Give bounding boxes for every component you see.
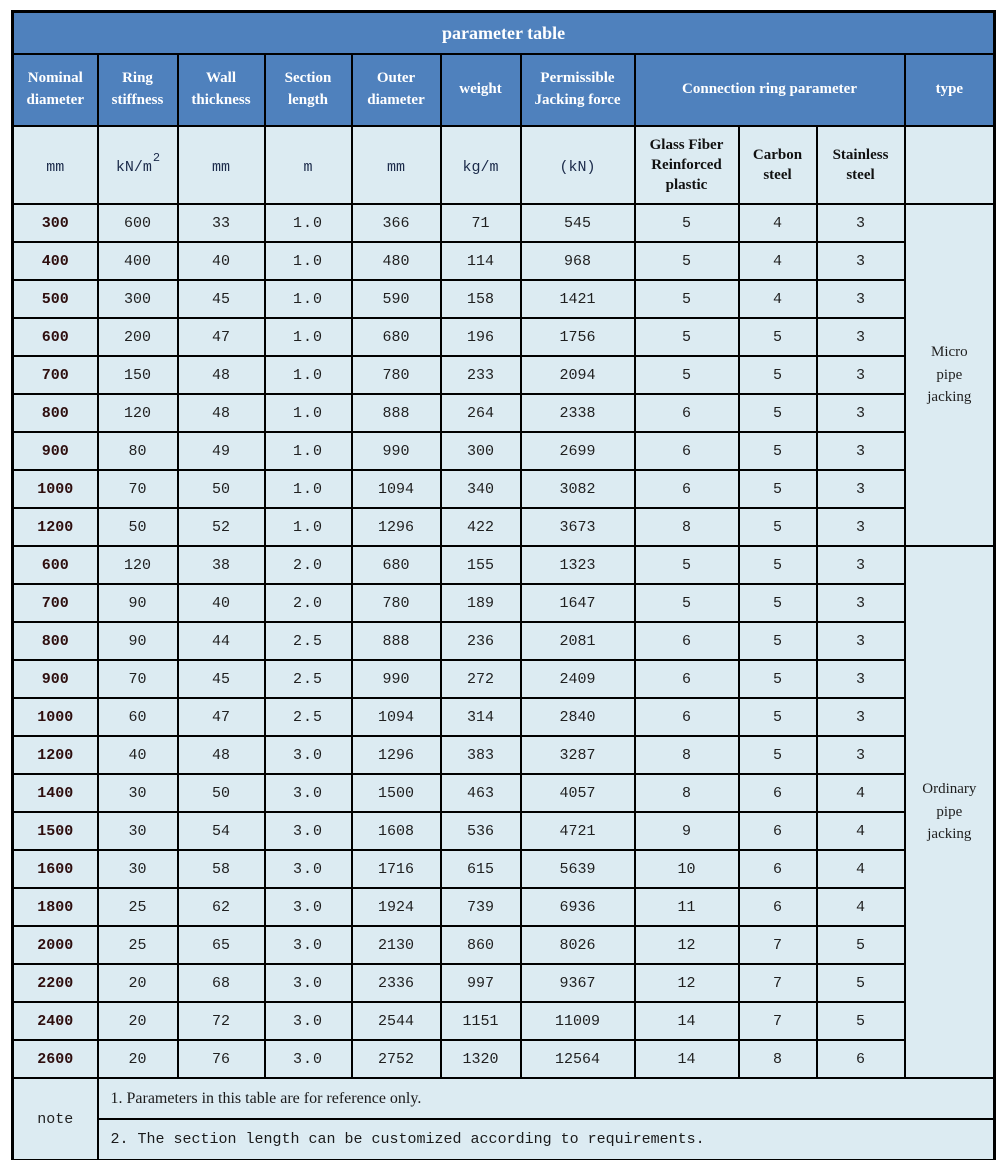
data-cell: 2.5 [265,660,352,698]
table-body [13,204,995,1078]
data-cell: 3 [817,470,905,508]
data-cell: 6 [739,774,817,812]
data-cell: 47 [178,318,265,356]
data-cell: 1094 [352,698,441,736]
unit-jacking-force: (kN) [521,126,635,204]
data-cell: 12 [635,964,739,1002]
table-row [13,964,995,1002]
data-cell: 68 [178,964,265,1002]
data-cell: 3 [817,394,905,432]
data-cell: 5 [635,280,739,318]
nominal-diameter-cell: 700 [13,584,98,622]
data-cell: 5 [817,964,905,1002]
data-cell: 40 [178,242,265,280]
data-cell: 45 [178,280,265,318]
note-row-1 [13,1078,995,1119]
data-cell: 4 [739,204,817,242]
nominal-diameter-cell: 900 [13,660,98,698]
nominal-diameter-cell: 300 [13,204,98,242]
note-row-2 [13,1119,995,1160]
data-cell: 48 [178,394,265,432]
col-header-weight: weight [441,54,521,126]
data-cell: 7 [739,964,817,1002]
table-row [13,888,995,926]
data-cell: 780 [352,356,441,394]
data-cell: 80 [98,432,178,470]
data-cell: 3 [817,660,905,698]
data-cell: 1.0 [265,280,352,318]
data-cell: 45 [178,660,265,698]
table-row [13,546,995,584]
data-cell: 860 [441,926,521,964]
data-cell: 6 [817,1040,905,1078]
nominal-diameter-cell: 1000 [13,698,98,736]
data-cell: 1151 [441,1002,521,1040]
data-cell: 9367 [521,964,635,1002]
data-cell: 3.0 [265,1040,352,1078]
type-cell [905,546,995,1078]
table-row [13,1040,995,1078]
data-cell: 1323 [521,546,635,584]
data-cell: 264 [441,394,521,432]
data-cell: 3 [817,318,905,356]
data-cell: 12 [635,926,739,964]
data-cell: 615 [441,850,521,888]
data-cell: 7 [739,926,817,964]
data-cell: 158 [441,280,521,318]
data-cell: 2338 [521,394,635,432]
data-cell: 2130 [352,926,441,964]
data-cell: 5 [739,660,817,698]
data-cell: 236 [441,622,521,660]
data-cell: 54 [178,812,265,850]
nominal-diameter-cell: 2400 [13,1002,98,1040]
nominal-diameter-cell: 1200 [13,508,98,546]
data-cell: 5 [635,584,739,622]
data-cell: 1608 [352,812,441,850]
col-header-ring-stiffness: Ring stiffness [98,54,178,126]
data-cell: 3 [817,204,905,242]
data-cell: 47 [178,698,265,736]
data-cell: 5 [739,736,817,774]
data-cell: 366 [352,204,441,242]
data-cell: 6 [739,888,817,926]
data-cell: 2409 [521,660,635,698]
data-cell: 40 [178,584,265,622]
data-cell: 9 [635,812,739,850]
data-cell: 90 [98,584,178,622]
data-cell: 5 [739,356,817,394]
data-cell: 2.5 [265,698,352,736]
table-row [13,508,995,546]
data-cell: 2.5 [265,622,352,660]
data-cell: 3.0 [265,736,352,774]
table-row [13,356,995,394]
data-cell: 2094 [521,356,635,394]
data-cell: 8 [739,1040,817,1078]
data-cell: 6 [635,394,739,432]
data-cell: 997 [441,964,521,1002]
unit-ring-stiffness: $kN/m^2$ [98,126,178,204]
data-cell: 2699 [521,432,635,470]
table-row [13,660,995,698]
data-cell: 44 [178,622,265,660]
data-cell: 150 [98,356,178,394]
data-cell: 48 [178,736,265,774]
data-cell: 2.0 [265,584,352,622]
data-cell: 49 [178,432,265,470]
data-cell: 30 [98,812,178,850]
data-cell: 990 [352,660,441,698]
data-cell: 1.0 [265,394,352,432]
subcol-carbon-steel: Carbon steel [739,126,817,204]
data-cell: 422 [441,508,521,546]
data-cell: 3 [817,242,905,280]
nominal-diameter-cell: 1400 [13,774,98,812]
nominal-diameter-cell: 1200 [13,736,98,774]
data-cell: 196 [441,318,521,356]
table-row [13,850,995,888]
data-cell: 4 [817,774,905,812]
data-cell: 1.0 [265,470,352,508]
col-header-connection-ring: Connection ring parameter [635,54,905,126]
data-cell: 30 [98,850,178,888]
title-row [13,12,995,55]
data-cell: 72 [178,1002,265,1040]
data-cell: 20 [98,964,178,1002]
unit-section-length: m [265,126,352,204]
note-item-2: 2. The section length can be customized according to requirements. [98,1119,995,1160]
data-cell: 40 [98,736,178,774]
data-cell: 5 [739,508,817,546]
data-cell: 6 [739,850,817,888]
data-cell: 3.0 [265,964,352,1002]
subcol-stainless-steel: Stainless steel [817,126,905,204]
data-cell: 5 [739,622,817,660]
data-cell: 5 [635,356,739,394]
data-cell: 5 [739,394,817,432]
data-cell: 76 [178,1040,265,1078]
data-cell: 600 [98,204,178,242]
data-cell: 1296 [352,508,441,546]
nominal-diameter-cell: 2200 [13,964,98,1002]
data-cell: 1500 [352,774,441,812]
data-cell: 11009 [521,1002,635,1040]
data-cell: 14 [635,1002,739,1040]
nominal-diameter-cell: 900 [13,432,98,470]
data-cell: 545 [521,204,635,242]
data-cell: 10 [635,850,739,888]
data-cell: 2840 [521,698,635,736]
col-header-type: type [905,54,995,126]
data-cell: 50 [98,508,178,546]
table-row [13,394,995,432]
data-cell: 6 [635,622,739,660]
data-cell: 1094 [352,470,441,508]
nominal-diameter-cell: 1600 [13,850,98,888]
table-row [13,318,995,356]
data-cell: 5 [817,1002,905,1040]
data-cell: 5 [739,432,817,470]
data-cell: 6936 [521,888,635,926]
col-header-wall-thickness: Wall thickness [178,54,265,126]
data-cell: 1296 [352,736,441,774]
data-cell: 25 [98,926,178,964]
table-row [13,584,995,622]
data-cell: 6 [635,470,739,508]
data-cell: 5 [739,470,817,508]
data-cell: 463 [441,774,521,812]
data-cell: 536 [441,812,521,850]
unit-wall-thickness: mm [178,126,265,204]
data-cell: 480 [352,242,441,280]
data-cell: 6 [635,698,739,736]
data-cell: 680 [352,546,441,584]
data-cell: 300 [441,432,521,470]
data-cell: 383 [441,736,521,774]
data-cell: 400 [98,242,178,280]
data-cell: 1.0 [265,508,352,546]
data-cell: 1756 [521,318,635,356]
nominal-diameter-cell: 1000 [13,470,98,508]
data-cell: 3 [817,622,905,660]
data-cell: 38 [178,546,265,584]
data-cell: 5 [817,926,905,964]
data-cell: 990 [352,432,441,470]
data-cell: 120 [98,394,178,432]
data-cell: 5 [739,546,817,584]
data-cell: 1.0 [265,204,352,242]
data-cell: 3 [817,584,905,622]
data-cell: 11 [635,888,739,926]
data-cell: 155 [441,546,521,584]
data-cell: 3 [817,280,905,318]
table-row [13,736,995,774]
data-cell: 2544 [352,1002,441,1040]
unit-outer-diameter: mm [352,126,441,204]
nominal-diameter-cell: 800 [13,394,98,432]
table-row [13,774,995,812]
data-cell: 2752 [352,1040,441,1078]
type-cell [905,204,995,546]
data-cell: 2081 [521,622,635,660]
data-cell: 6 [635,432,739,470]
data-cell: 25 [98,888,178,926]
col-header-jacking-force: Permissible Jacking force [521,54,635,126]
data-cell: 30 [98,774,178,812]
table-row [13,280,995,318]
data-cell: 71 [441,204,521,242]
data-cell: 3 [817,546,905,584]
data-cell: 3.0 [265,774,352,812]
data-cell: 968 [521,242,635,280]
data-cell: 20 [98,1002,178,1040]
subcol-glass-fiber: Glass Fiber Reinforced plastic [635,126,739,204]
data-cell: 590 [352,280,441,318]
data-cell: 5639 [521,850,635,888]
data-cell: 3082 [521,470,635,508]
col-header-section-length: Section length [265,54,352,126]
data-cell: 1924 [352,888,441,926]
data-cell: 62 [178,888,265,926]
unit-weight: kg/m [441,126,521,204]
data-cell: 90 [98,622,178,660]
data-cell: 300 [98,280,178,318]
empty-type-cell [905,126,995,204]
data-cell: 4 [739,242,817,280]
data-cell: 3 [817,356,905,394]
data-cell: 888 [352,394,441,432]
data-cell: 5 [635,204,739,242]
data-cell: 2336 [352,964,441,1002]
data-cell: 1.0 [265,432,352,470]
table-row [13,204,995,242]
data-cell: 5 [635,546,739,584]
type-label: Ordinary pipe jacking [922,781,977,843]
data-cell: 12564 [521,1040,635,1078]
data-cell: 52 [178,508,265,546]
nominal-diameter-cell: 1800 [13,888,98,926]
data-cell: 8 [635,774,739,812]
data-cell: 120 [98,546,178,584]
unit-nominal-diameter: mm [13,126,98,204]
data-cell: 48 [178,356,265,394]
data-cell: 780 [352,584,441,622]
table-row [13,242,995,280]
nominal-diameter-cell: 2000 [13,926,98,964]
col-header-outer-diameter: Outer diameter [352,54,441,126]
data-cell: 14 [635,1040,739,1078]
data-cell: 50 [178,774,265,812]
nominal-diameter-cell: 800 [13,622,98,660]
data-cell: 58 [178,850,265,888]
data-cell: 20 [98,1040,178,1078]
data-cell: 314 [441,698,521,736]
table-row [13,470,995,508]
data-cell: 65 [178,926,265,964]
data-cell: 5 [739,584,817,622]
data-cell: 3.0 [265,1002,352,1040]
data-cell: 3287 [521,736,635,774]
data-cell: 6 [739,812,817,850]
data-cell: 1.0 [265,242,352,280]
note-label: note [13,1078,98,1160]
table-row [13,926,995,964]
table-row [13,432,995,470]
data-cell: 70 [98,660,178,698]
data-cell: 4721 [521,812,635,850]
data-cell: 4057 [521,774,635,812]
data-cell: 3 [817,698,905,736]
data-cell: 70 [98,470,178,508]
data-cell: 4 [739,280,817,318]
data-cell: 5 [739,698,817,736]
data-cell: 5 [635,242,739,280]
data-cell: 4 [817,850,905,888]
data-cell: 114 [441,242,521,280]
data-cell: 340 [441,470,521,508]
data-cell: 3673 [521,508,635,546]
data-cell: 8026 [521,926,635,964]
parameter-table [11,10,996,1160]
data-cell: 3.0 [265,812,352,850]
data-cell: 3.0 [265,888,352,926]
data-cell: 8 [635,736,739,774]
nominal-diameter-cell: 2600 [13,1040,98,1078]
data-cell: 3.0 [265,926,352,964]
table-row [13,812,995,850]
data-cell: 680 [352,318,441,356]
nominal-diameter-cell: 600 [13,318,98,356]
data-cell: 3 [817,432,905,470]
data-cell: 50 [178,470,265,508]
data-cell: 4 [817,812,905,850]
data-cell: 200 [98,318,178,356]
nominal-diameter-cell: 700 [13,356,98,394]
data-cell: 33 [178,204,265,242]
data-cell: 272 [441,660,521,698]
data-cell: 1.0 [265,318,352,356]
data-cell: 739 [441,888,521,926]
table-row [13,622,995,660]
data-cell: 3 [817,508,905,546]
data-cell: 1421 [521,280,635,318]
data-cell: 5 [635,318,739,356]
table-title: parameter table [13,12,995,55]
data-cell: 3.0 [265,850,352,888]
nominal-diameter-cell: 600 [13,546,98,584]
header-row [13,54,995,126]
col-header-nominal-diameter: Nominal diameter [13,54,98,126]
data-cell: 4 [817,888,905,926]
data-cell: 2.0 [265,546,352,584]
units-row [13,126,995,204]
data-cell: 6 [635,660,739,698]
data-cell: 7 [739,1002,817,1040]
nominal-diameter-cell: 1500 [13,812,98,850]
data-cell: 233 [441,356,521,394]
data-cell: 1.0 [265,356,352,394]
data-cell: 3 [817,736,905,774]
table-row [13,698,995,736]
nominal-diameter-cell: 400 [13,242,98,280]
data-cell: 888 [352,622,441,660]
data-cell: 1647 [521,584,635,622]
data-cell: 1320 [441,1040,521,1078]
type-label: Micro pipe jacking [927,344,972,406]
data-cell: 8 [635,508,739,546]
data-cell: 189 [441,584,521,622]
nominal-diameter-cell: 500 [13,280,98,318]
note-item-1: 1. Parameters in this table are for reference only. [98,1078,995,1119]
data-cell: 5 [739,318,817,356]
table-row [13,1002,995,1040]
data-cell: 1716 [352,850,441,888]
data-cell: 60 [98,698,178,736]
